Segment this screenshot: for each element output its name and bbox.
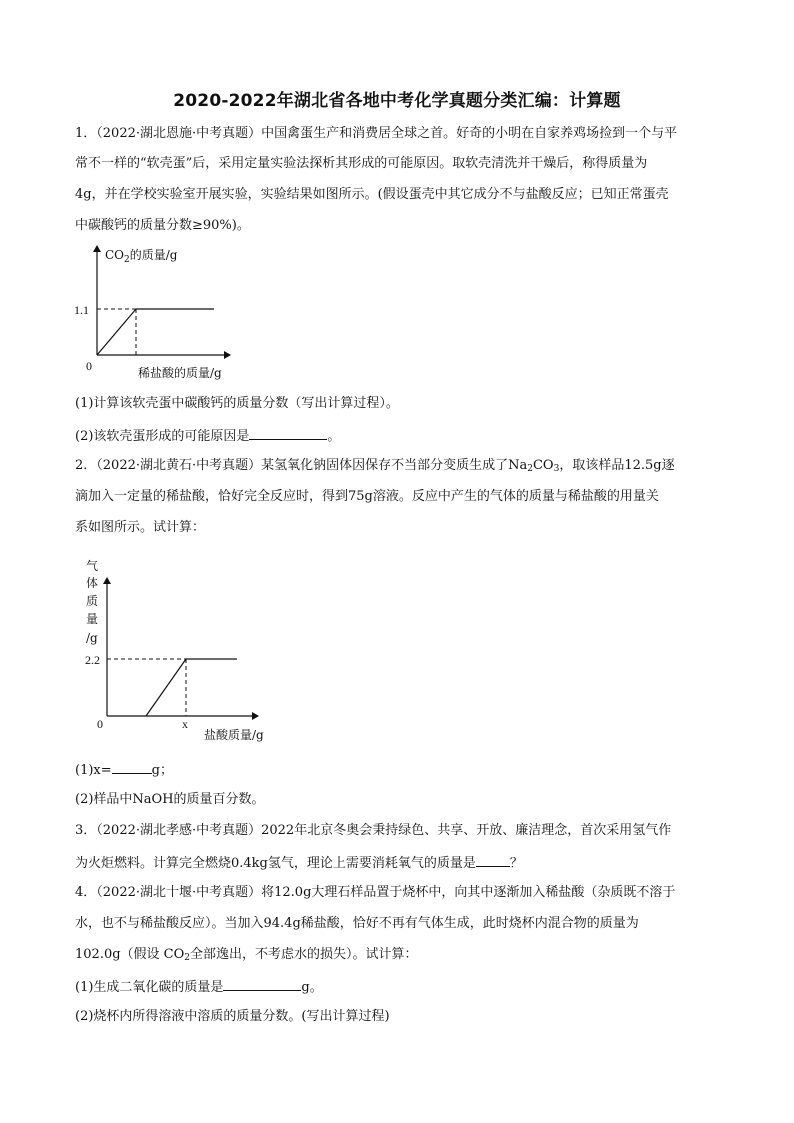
chart-gas-mass — [80, 556, 290, 751]
q2-line-1: 2．（2022·湖北黄石·中考真题）某氢氧化钠固体因保存不当部分变质生成了$Na_2CO_3$，取该样品12.5g逐 — [75, 458, 675, 474]
q1-part-2: (2)该软壳蛋形成的可能原因是 。 — [75, 426, 725, 446]
q1-line-4: 中碳酸钙的质量分数≥90%)。 — [75, 218, 250, 233]
q4-part-2: (2)烧杯内所得溶液中溶质的质量分数。(写出计算过程) — [75, 1009, 390, 1024]
origin-label: 0 — [97, 717, 103, 731]
chart-co2-mass — [70, 238, 270, 388]
page-title: 2020-2022年湖北省各地中考化学真题分类汇编：计算题 — [173, 91, 621, 111]
q1-part-2-text: (2)该软壳蛋形成的可能原因是 — [75, 429, 250, 444]
q2-part-2: (2)样品中NaOH的质量百分数。 — [75, 792, 265, 807]
q2-part-1: (1)x= g； — [75, 760, 725, 780]
q3-line-2: 为火炬燃料。计算完全燃烧0.4kg氢气，理论上需要消耗氧气的质量是 ？ — [75, 853, 725, 873]
q4-line-2: 水，也不与稀盐酸反应）。当加入94.4g稀盐酸，恰好不再有气体生成，此时烧杯内混合物的质量为 — [75, 916, 639, 931]
y-axis-label: $CO_2$的质量/g — [105, 248, 178, 265]
q4-line-1: 4．（2022·湖北十堰·中考真题）将12.0g大理石样品置于烧杯中，向其中逐渐加入稀盐酸（杂质既不溶于 — [75, 885, 676, 900]
data-line-rise — [97, 309, 136, 355]
x-tick-label: x — [182, 717, 188, 731]
y-label-char-4: 量 — [86, 612, 99, 626]
y-tick-label: 2.2 — [85, 653, 100, 667]
q4-part-1: (1)生成二氧化碳的质量是 g。 — [75, 977, 725, 997]
q1-line-1: 1．（2022·湖北恩施·中考真题）中国禽蛋生产和消费居全球之首。好奇的小明在自家养鸡场捡到一个与平 — [75, 126, 678, 141]
q1-line-2: 常不一样的“软壳蛋”后，采用定量实验法探析其形成的可能原因。取软壳清洗并干燥后，称得质量为 — [75, 156, 648, 171]
q1-part-1: (1)计算该软壳蛋中碳酸钙的质量分数（写出计算过程）。 — [75, 396, 399, 411]
answer-blank[interactable] — [476, 853, 510, 867]
answer-blank[interactable] — [112, 760, 152, 774]
x-axis-label: 盐酸质量/g — [204, 728, 264, 742]
y-label-char-3: 质 — [86, 594, 99, 608]
answer-blank[interactable] — [249, 426, 327, 440]
y-label-char-1: 气 — [86, 559, 99, 573]
y-label-char-2: 体 — [86, 576, 99, 590]
y-label-char-5: /g — [86, 631, 98, 645]
q4-line-3: 102.0g（假设 $CO_2$全部逸出，不考虑水的损失）。试计算： — [75, 947, 418, 963]
answer-blank[interactable] — [223, 977, 301, 991]
data-line-rise — [146, 659, 186, 716]
q3-line-1: 3．（2022·湖北孝感·中考真题）2022年北京冬奥会秉持绿色、共享、开放、廉洁理念，首次采用氢气作 — [75, 823, 672, 838]
q2-line-3: 系如图所示。试计算： — [75, 520, 206, 535]
q1-line-3: 4g，并在学校实验室开展实验，实验结果如图所示。(假设蛋壳中其它成分不与盐酸反应；已知正常蛋壳 — [75, 187, 669, 202]
origin-label: 0 — [86, 359, 92, 373]
q2-line-2: 滴加入一定量的稀盐酸，恰好完全反应时，得到75g溶液。反应中产生的气体的质量与稀盐酸的用量关 — [75, 489, 659, 504]
x-axis-label: 稀盐酸的质量/g — [138, 366, 222, 380]
y-tick-label: 1.1 — [74, 303, 89, 317]
